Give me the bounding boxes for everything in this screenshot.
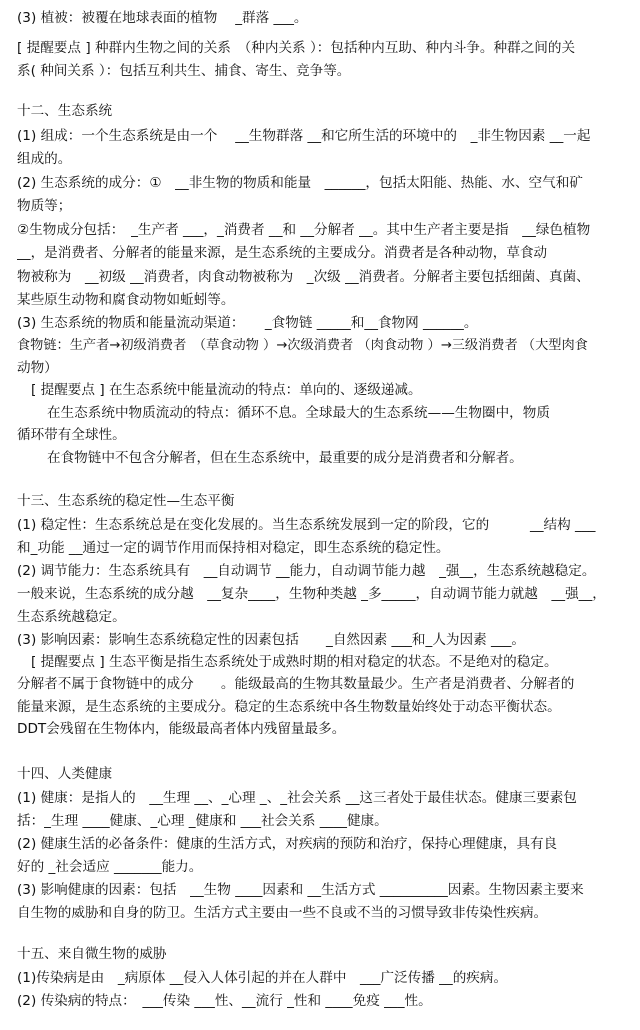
line-producers: __，是消费者、分解者的能量来源，是生态系统的主要成分。消费者是各种动物，草食动	[17, 245, 548, 261]
section-heading-13: 十三、生态系统的稳定性—生态平衡	[17, 493, 235, 509]
line-interspecific: 系( 种间关系 ）：包括互利共生、捕食、寄生、竞争等。	[17, 63, 351, 79]
section-heading-14: 十四、人类健康	[17, 766, 113, 782]
line-regulation-general: 一般来说，生态系统的成分越 __复杂____，生物种类越 _多_____，自动调节能力就越 __强__，	[17, 586, 606, 602]
line-flow-channels: (3) 生态系统的物质和能量流动渠道： _食物链 _____和__食物网 ______。	[17, 315, 478, 331]
line-health-conditions-end: 好的 _社会适应 _______能力。	[17, 859, 203, 875]
line-matter-cycle: 在生态系统中物质流动的特点：循环不息。全球最大的生态系统——生物圈中，物质	[47, 405, 550, 421]
line-food-chain-end: 动物）	[17, 360, 58, 376]
line-health: (1) 健康：是指人的 __生理 __、_心理 _、_社会关系 __这三者处于最佳状态。健康三要素包	[17, 790, 577, 806]
line-tip-intraspecific: [ 提醒要点 ] 种群内生物之间的关系 （种内关系 ）：包括种内互助、种内斗争。种群之间的关	[17, 40, 576, 56]
line-health-conditions: (2) 健康生活的必备条件：健康的生活方式，对疾病的预防和治疗，保持心理健康，具有良	[17, 836, 558, 852]
line-health-factors-end: 自生物的威胁和自身的防卫。生活方式主要由一些不良或不当的习惯导致非传染性疾病。	[17, 905, 548, 921]
line-decomposers-note: 在食物链中不包含分解者，但在生态系统中，最重要的成分是消费者和分解者。	[47, 450, 523, 466]
line-health-elements: 括：_生理 ____健康、_心理 _健康和 ___社会关系 ____健康。	[17, 813, 388, 829]
line-ddt: DDT会残留在生物体内，能级最高者体内残留量最多。	[17, 721, 346, 737]
line-food-chain: 食物链：生产者→初级消费者 （草食动物 ）→次级消费者 （肉食动物 ）→三级消费者 （大型肉食	[17, 338, 588, 353]
line-regulation-end: 生态系统越稳定。	[17, 609, 126, 625]
line-consumers: 物被称为 __初级 __消费者，肉食动物被称为 _次级 __消费者。分解者主要包括细菌、真菌、	[17, 269, 590, 285]
line-infectious-features: (2) 传染病的特点： ___传染 ___性、__流行 _性和 ____免疫 ___性。	[17, 993, 432, 1009]
line-components-end: 物质等；	[17, 198, 72, 214]
line-composition: (1) 组成：一个生态系统是由一个 __生物群落 __和它所生活的环境中的 _非生物因素 __一起	[17, 128, 591, 144]
line-stability-end: 和_功能 __通过一定的调节作用而保持相对稳定，即生态系统的稳定性。	[17, 540, 450, 556]
line-stability: (1) 稳定性：生态系统总是在变化发展的。当生态系统发展到一定的阶段，它的 __结构 ___	[17, 517, 596, 533]
line-decomposer-chain: 分解者不属于食物链中的成分 。能级最高的生物其数量最少。生产者是消费者、分解者的	[17, 676, 575, 692]
line-matter-global: 循环带有全球性。	[17, 427, 126, 443]
section-heading-12: 十二、生态系统	[17, 103, 113, 119]
line-infectious: (1)传染病是由 _病原体 __侵入人体引起的并在人群中 ___广泛传播 __的疾病。	[17, 970, 508, 986]
line-factors: (3) 影响因素：影响生态系统稳定性的因素包括 _自然因素 ___和_人为因素 ___。	[17, 632, 525, 648]
line-energy-source: 能量来源，是生态系统的主要成分。稳定的生态系统中各生物数量始终处于动态平衡状态。	[17, 699, 561, 715]
line-components: (2) 生态系统的成分：① __非生物的物质和能量 ______，包括太阳能、热能、水、空气和矿	[17, 175, 583, 191]
line-composition-end: 组成的。	[17, 151, 72, 167]
line-veg-community: (3) 植被：被覆在地球表面的植物 _群落 ___。	[17, 10, 308, 26]
section-heading-15: 十五、来自微生物的威胁	[17, 946, 167, 962]
line-tip-balance: [ 提醒要点 ] 生态平衡是指生态系统处于成熟时期的相对稳定的状态。不是绝对的稳定。	[31, 654, 558, 670]
line-decomposers: 某些原生动物和腐食动物如蚯蚓等。	[17, 292, 235, 308]
line-biotic: ②生物成分包括： _生产者 ___，_消费者 __和 __分解者 __。其中生产者主要是指 __绿色植物	[17, 222, 591, 238]
line-regulation: (2) 调节能力：生态系统具有 __自动调节 __能力，自动调节能力越 _强__，生态系统越稳定。	[17, 563, 596, 579]
line-health-factors: (3) 影响健康的因素：包括 __生物 ____因素和 __生活方式 __________因素。生物因素主要来	[17, 882, 584, 898]
line-tip-energy: [ 提醒要点 ] 在生态系统中能量流动的特点：单向的、逐级递减。	[31, 382, 422, 398]
